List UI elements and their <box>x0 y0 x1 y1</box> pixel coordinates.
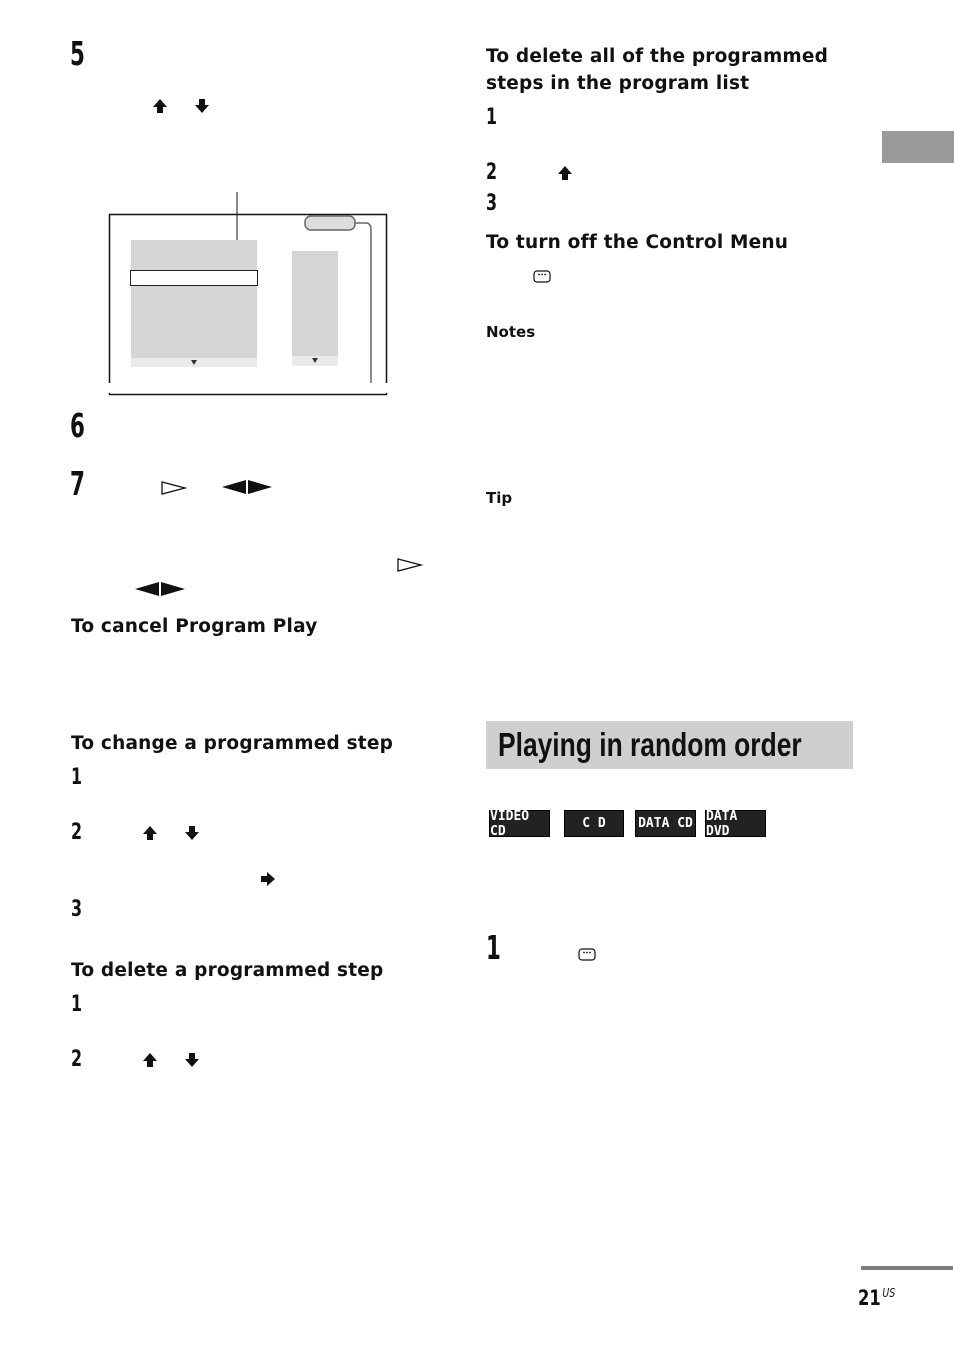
down-arrow-icon <box>184 825 200 841</box>
page-number-value: 21 <box>858 1286 881 1310</box>
diagram-left-panel <box>131 240 257 367</box>
down-arrow-icon <box>184 1052 200 1068</box>
delete-all-substep-2: 2 <box>486 160 498 185</box>
change-substep-1: 1 <box>71 765 83 790</box>
video-cd-badge: VIDEO CD <box>489 810 550 837</box>
play-outline-icon <box>161 481 187 495</box>
callout-bubble-right <box>305 216 355 230</box>
play-outline-icon <box>397 558 423 572</box>
delete-all-heading-line2: steps in the program list <box>486 73 750 94</box>
step-number-7: 7 <box>70 464 85 503</box>
down-arrow-icon <box>194 98 210 114</box>
page-number-suffix: US <box>882 1286 896 1300</box>
data-dvd-badge: DATA DVD <box>705 810 766 837</box>
display-button-icon <box>578 947 596 961</box>
change-substep-2: 2 <box>71 820 83 845</box>
turn-off-control-menu-heading: To turn off the Control Menu <box>486 232 789 253</box>
footer-rule <box>861 1266 953 1270</box>
cancel-program-play-heading: To cancel Program Play <box>71 616 318 637</box>
delete-all-substep-3: 3 <box>486 191 498 216</box>
delete-all-heading-line1: To delete all of the programmed <box>486 46 829 67</box>
diagram-right-panel <box>292 251 338 366</box>
notes-heading: Notes <box>486 323 536 341</box>
cd-badge: C D <box>564 810 624 837</box>
delete-substep-2: 2 <box>71 1047 83 1072</box>
diagram-bottom-mask <box>100 383 400 393</box>
data-cd-badge: DATA CD <box>635 810 696 837</box>
skip-double-arrow-icon <box>221 479 273 495</box>
section-title-bar <box>486 721 853 769</box>
diagram-left-panel-selected-row <box>131 271 258 286</box>
callout-line-right <box>355 223 371 390</box>
up-arrow-icon <box>142 825 158 841</box>
change-substep-3: 3 <box>71 897 83 922</box>
delete-substep-1: 1 <box>71 992 83 1017</box>
page-number <box>858 1286 895 1310</box>
change-programmed-step-heading: To change a programmed step <box>71 733 394 754</box>
chapter-tab-marker <box>882 131 954 163</box>
delete-programmed-step-heading: To delete a programmed step <box>71 960 384 981</box>
skip-double-arrow-icon <box>134 581 186 597</box>
section-title: Playing in random order <box>498 726 802 763</box>
program-list-diagram <box>100 190 400 390</box>
display-button-icon <box>533 269 551 283</box>
up-arrow-icon <box>557 165 573 181</box>
step-number-5: 5 <box>70 34 85 73</box>
tip-heading: Tip <box>486 489 513 507</box>
up-arrow-icon <box>152 98 168 114</box>
step-number-6: 6 <box>70 406 85 445</box>
up-arrow-icon <box>142 1052 158 1068</box>
delete-all-substep-1: 1 <box>486 105 498 130</box>
random-step-number-1: 1 <box>486 928 501 967</box>
right-arrow-icon <box>260 871 276 887</box>
